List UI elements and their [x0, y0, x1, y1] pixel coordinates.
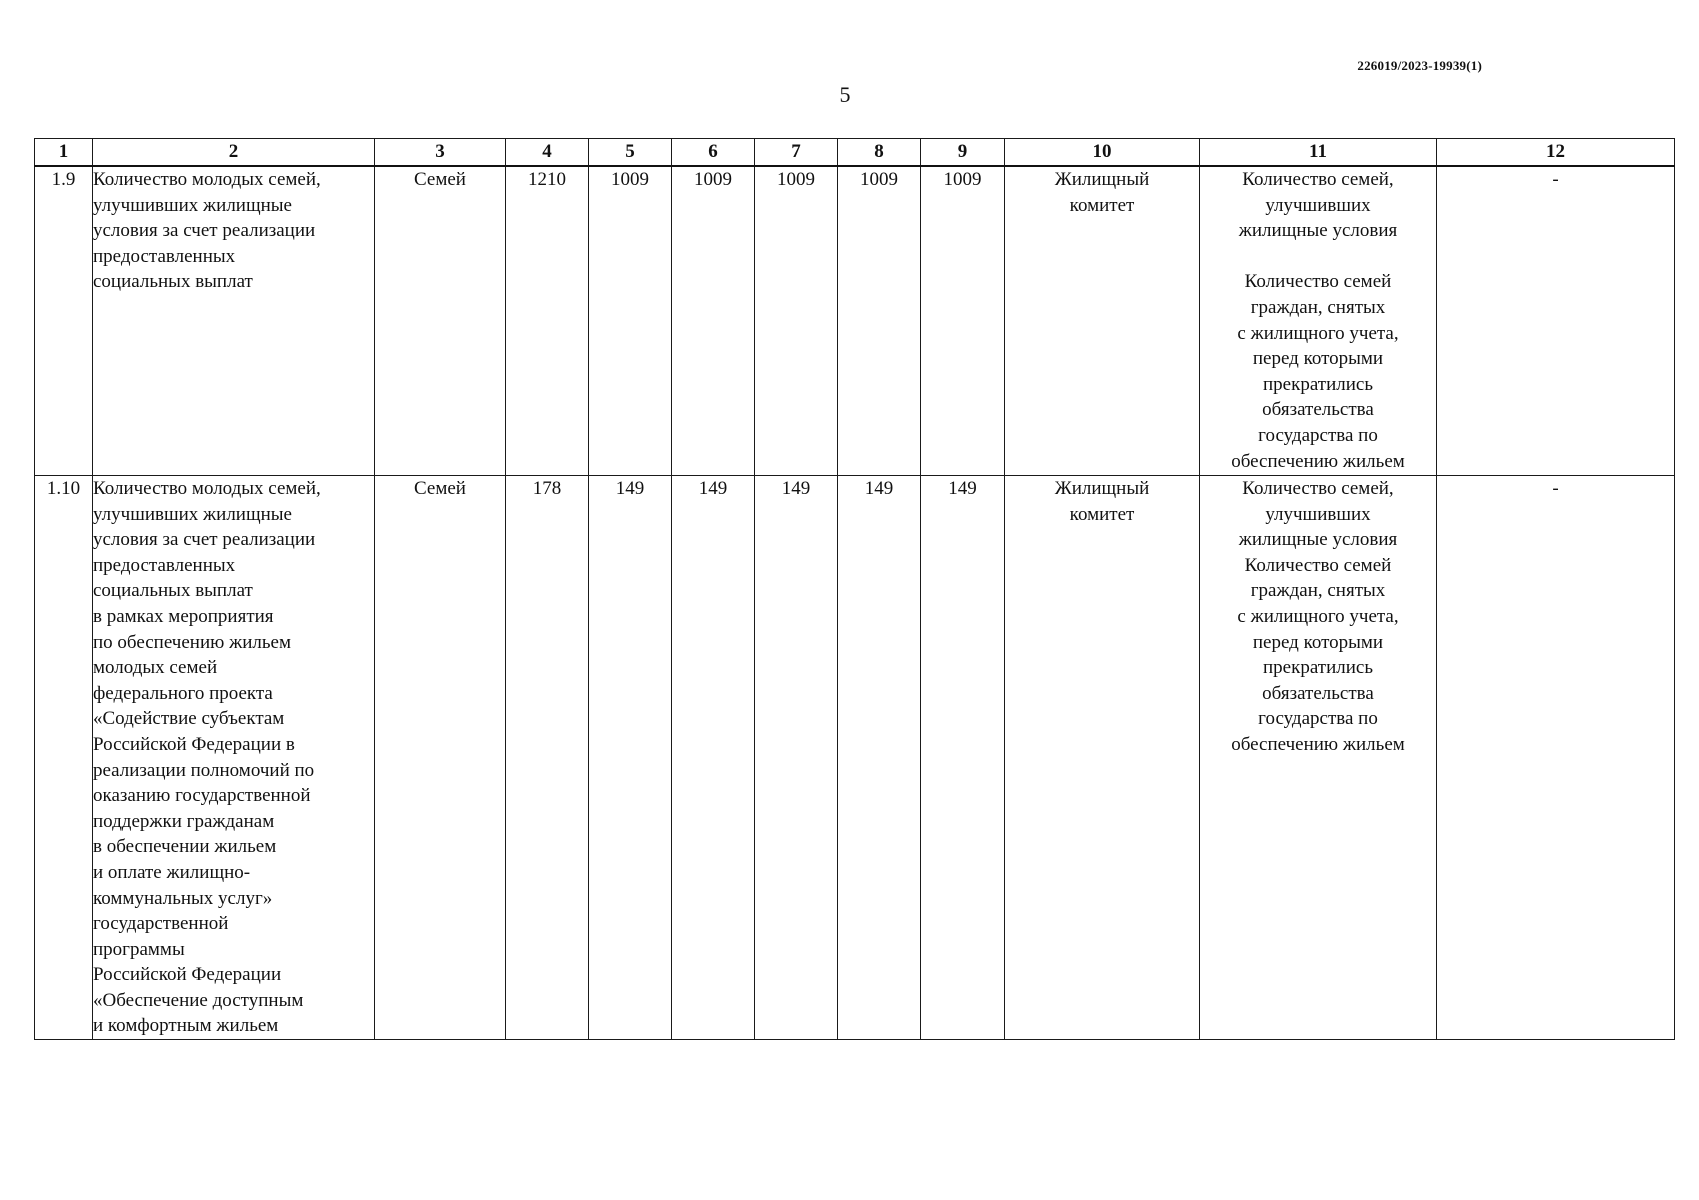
- table-header: [35, 139, 1675, 167]
- text-line: обеспечению жильем: [1231, 733, 1405, 755]
- text-line: государства по: [1258, 708, 1378, 730]
- value-cell-9: 149: [921, 476, 1005, 1040]
- table-row: [35, 166, 1675, 476]
- text-line: обязательства: [1262, 399, 1374, 421]
- value-cell-5: 149: [589, 476, 672, 1040]
- table-row: [35, 476, 1675, 1040]
- value-cell-8: 149: [838, 476, 921, 1040]
- text-line: улучшивших: [1265, 194, 1371, 216]
- value-cell-5: 1009: [589, 166, 672, 476]
- indicator-name-cell: [93, 166, 375, 476]
- column-header-5: 5: [589, 139, 672, 167]
- text-line: прекратились: [1263, 373, 1373, 395]
- text-line: перед которыми: [1252, 348, 1384, 370]
- value-cell-4: 1210: [506, 166, 589, 476]
- column-header-11: 11: [1200, 139, 1437, 167]
- column-numbers-row: [35, 139, 1675, 167]
- row-number-cell: 1.10: [35, 476, 93, 1040]
- text-line: улучшивших: [1265, 503, 1371, 525]
- result-indicator-cell: [1200, 476, 1437, 1040]
- text-line: прекратились: [1263, 657, 1373, 679]
- column-header-10: 10: [1005, 139, 1200, 167]
- value-cell-4: 178: [506, 476, 589, 1040]
- text-line: социальных выплат: [93, 271, 253, 293]
- paragraph-gap: [1200, 244, 1436, 270]
- text-line: с жилищного учета,: [1237, 322, 1399, 344]
- value-cell-6: 149: [672, 476, 755, 1040]
- text-line: коммунальных услуг»: [93, 887, 273, 909]
- text-line: программы: [93, 938, 185, 960]
- text-line: обеспечению жильем: [1231, 450, 1405, 472]
- column-header-7: 7: [755, 139, 838, 167]
- column-header-9: 9: [921, 139, 1005, 167]
- text-line: жилищные условия: [1238, 220, 1398, 242]
- value-cell-7: 149: [755, 476, 838, 1040]
- text-line: Жилищный: [1054, 169, 1150, 190]
- indicator-name-cell: [93, 476, 375, 1040]
- text-line: государственной: [93, 913, 229, 935]
- text-line: молодых семей: [93, 657, 218, 679]
- text-line: Количество молодых семей,: [93, 478, 321, 499]
- column-header-1: 1: [35, 139, 93, 167]
- responsible-cell: [1005, 476, 1200, 1040]
- text-line: обязательства: [1262, 682, 1374, 704]
- text-line: и комфортным жильем: [93, 1015, 279, 1037]
- text-line: в рамках мероприятия: [93, 605, 274, 627]
- text-line: предоставленных: [93, 245, 236, 267]
- value-cell-7: 1009: [755, 166, 838, 476]
- text-line: комитет: [1069, 194, 1135, 216]
- text-line: реализации полномочий по: [93, 759, 315, 781]
- text-line: условия за счет реализации: [93, 220, 316, 242]
- row-number-cell: 1.9: [35, 166, 93, 476]
- text-line: Количество семей,: [1242, 169, 1394, 190]
- text-line: жилищные условия: [1238, 529, 1398, 551]
- result-indicator-cell: [1200, 166, 1437, 476]
- text-line: улучшивших жилищные: [93, 503, 292, 525]
- page-number: 5: [839, 82, 851, 107]
- text-line: в обеспечении жильем: [93, 836, 277, 858]
- text-line: поддержки гражданам: [93, 810, 275, 832]
- unit-cell: Семей: [375, 476, 506, 1040]
- text-line: граждан, снятых: [1250, 296, 1386, 318]
- column-header-6: 6: [672, 139, 755, 167]
- text-line: оказанию государственной: [93, 785, 311, 807]
- column-header-12: 12: [1437, 139, 1675, 167]
- value-cell-9: 1009: [921, 166, 1005, 476]
- text-line: Количество семей,: [1242, 478, 1394, 499]
- text-line: государства по: [1258, 424, 1378, 446]
- text-line: и оплате жилищно-: [93, 861, 251, 883]
- responsible-cell: [1005, 166, 1200, 476]
- note-cell: -: [1437, 166, 1675, 476]
- text-line: социальных выплат: [93, 580, 253, 602]
- column-header-2: 2: [93, 139, 375, 167]
- text-line: «Содействие субъектам: [93, 708, 285, 730]
- column-header-4: 4: [506, 139, 589, 167]
- unit-cell: Семей: [375, 166, 506, 476]
- text-line: условия за счет реализации: [93, 529, 316, 551]
- text-line: по обеспечению жильем: [93, 631, 291, 653]
- column-header-3: 3: [375, 139, 506, 167]
- text-line: Количество семей: [1244, 554, 1392, 576]
- text-line: Количество семей: [1244, 271, 1392, 293]
- text-line: «Обеспечение доступным: [93, 989, 304, 1011]
- text-line: комитет: [1069, 503, 1135, 525]
- text-line: предоставленных: [93, 554, 236, 576]
- value-cell-8: 1009: [838, 166, 921, 476]
- document-id: 226019/2023-19939(1): [1357, 58, 1482, 73]
- text-line: федерального проекта: [93, 682, 273, 704]
- indicators-table: [34, 138, 1675, 1040]
- text-line: граждан, снятых: [1250, 580, 1386, 602]
- text-line: Количество молодых семей,: [93, 169, 321, 190]
- note-cell: -: [1437, 476, 1675, 1040]
- text-line: перед которыми: [1252, 631, 1384, 653]
- text-line: Жилищный: [1054, 478, 1150, 499]
- column-header-8: 8: [838, 139, 921, 167]
- value-cell-6: 1009: [672, 166, 755, 476]
- text-line: Российской Федерации: [93, 964, 282, 986]
- text-line: улучшивших жилищные: [93, 194, 292, 216]
- text-line: с жилищного учета,: [1237, 605, 1399, 627]
- text-line: Российской Федерации в: [93, 733, 295, 755]
